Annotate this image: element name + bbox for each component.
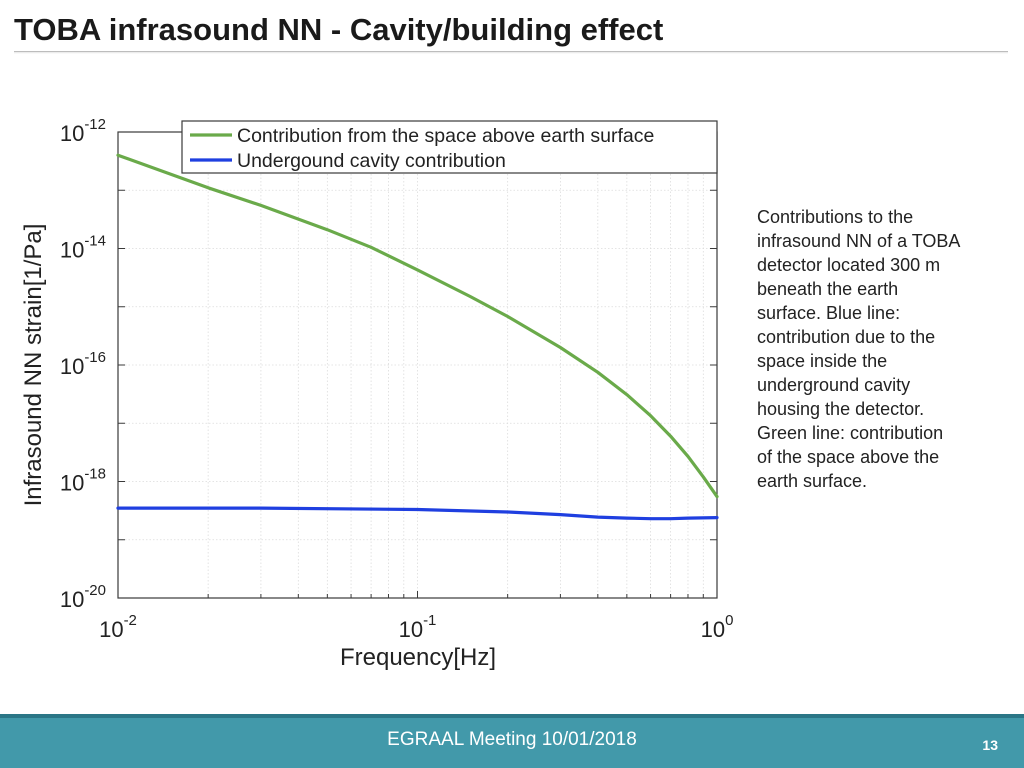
figure-caption: Contributions to the infrasound NN of a TOBA detector located 300 m beneath the earth surface. Blue line: contribution due to the space inside the underground cavity housing the detector. Green line: contribution of the space above the earth surface. [757,207,961,491]
x-tick-label: $10^{-2}$ [99,612,137,642]
y-tick-label: $10^{-20}$ [59,582,106,612]
legend-label-1: Contribution from the space above earth surface [237,125,655,147]
title-divider-shadow [14,52,1008,54]
nn-strain-chart [0,100,745,680]
y-tick-label: $10^{-14}$ [59,232,106,263]
footer-accent-strip [0,714,1024,718]
footer-bar [0,714,1024,768]
y-tick-label: $10^{-18}$ [59,465,106,496]
chart-legend [182,121,717,173]
legend-label-2: Undergound cavity contribution [237,150,506,172]
slide-title: TOBA infrasound NN - Cavity/building effect [14,12,664,47]
page-number: 13 [982,737,998,753]
x-tick-label: $10^{-1}$ [398,612,437,642]
footer-text: EGRAAL Meeting 10/01/2018 [387,729,637,750]
x-tick-label: $10^0$ [700,612,734,642]
x-axis-label: Frequency[Hz] [339,644,497,671]
y-tick-label: $10^{-12}$ [59,116,106,146]
y-tick-label: $10^{-16}$ [59,349,106,379]
y-axis-label: Infrasound NN strain[1/Pa] [20,223,47,507]
